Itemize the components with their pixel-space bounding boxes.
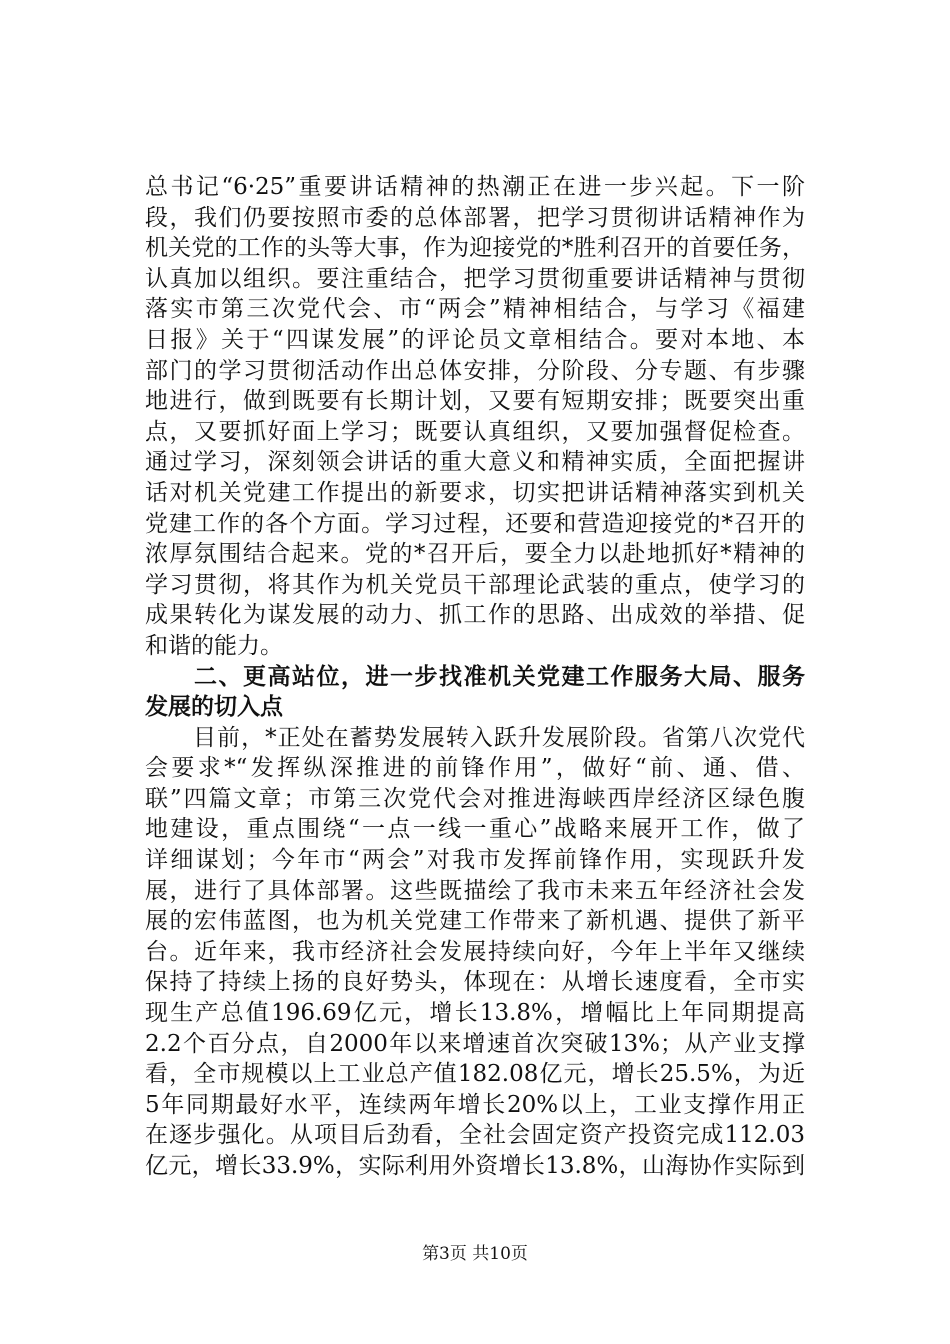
text-line: 地建设，重点围绕“一点一线一重心”战略来展开工作，做了: [145, 816, 805, 843]
text-line: 点，又要抓好面上学习；既要认真组织，又要加强督促检查。: [145, 418, 805, 445]
text-line: 总书记“6·25”重要讲话精神的热潮正在进一步兴起。下一阶: [145, 174, 805, 200]
text-line: 现生产总值196.69亿元，增长13.8%，增幅比上年同期提高: [145, 1000, 805, 1027]
text-line: 展的宏伟蓝图，也为机关党建工作带来了新机遇、提供了新平: [145, 908, 805, 935]
text-line: 目前，*正处在蓄势发展转入跃升发展阶段。省第八次党代: [145, 724, 805, 751]
text-line: 话对机关党建工作提出的新要求，切实把讲话精神落实到机关: [145, 479, 805, 506]
text-line: 展，进行了具体部署。这些既描绘了我市未来五年经济社会发: [145, 877, 805, 904]
text-line: 和谐的能力。: [145, 632, 283, 659]
text-line: 党建工作的各个方面。学习过程，还要和营造迎接党的*召开的: [145, 510, 805, 537]
text-line: 详细谋划；今年市“两会”对我市发挥前锋作用，实现跃升发: [145, 847, 805, 874]
text-line: 5年同期最好水平，连续两年增长20%以上，工业支撑作用正: [145, 1091, 805, 1118]
text-line: 成果转化为谋发展的动力、抓工作的思路、出成效的举措、促: [145, 602, 805, 629]
text-line: 日报》关于“四谋发展”的评论员文章相结合。要对本地、本: [145, 326, 805, 353]
text-line: 保持了持续上扬的良好势头，体现在：从增长速度看，全市实: [145, 969, 805, 996]
text-line: 联”四篇文章；市第三次党代会对推进海峡西岸经济区绿色腹: [145, 785, 805, 812]
body-text: [145, 172, 805, 1182]
text-line: 段，我们仍要按照市委的总体部署，把学习贯彻讲话精神作为: [145, 204, 805, 231]
text-line: 落实市第三次党代会、市“两会”精神相结合，与学习《福建: [145, 296, 805, 323]
page-number-footer: 第3页 共10页: [422, 1244, 528, 1264]
text-line: 地进行，做到既要有长期计划，又要有短期安排；既要突出重: [145, 388, 805, 415]
text-line: 学习贯彻，将其作为机关党员干部理论武装的重点，使学习的: [145, 571, 805, 598]
section-heading: 二、更高站位，进一步找准机关党建工作服务大局、服务: [145, 663, 805, 690]
text-line: 会要求*“发挥纵深推进的前锋作用”，做好“前、通、借、: [145, 755, 805, 782]
text-line: 认真加以组织。要注重结合，把学习贯彻重要讲话精神与贯彻: [145, 265, 805, 292]
text-line: 2.2个百分点，自2000年以来增速首次突破13%；从产业支撑: [145, 1030, 805, 1057]
text-line: 通过学习，深刻领会讲话的重大意义和精神实质，全面把握讲: [145, 449, 805, 476]
text-line: 浓厚氛围结合起来。党的*召开后，要全力以赴地抓好*精神的: [145, 541, 805, 568]
text-line: 台。近年来，我市经济社会发展持续向好，今年上半年又继续: [145, 938, 805, 965]
text-line: 看，全市规模以上工业总产值182.08亿元，增长25.5%，为近: [145, 1061, 805, 1088]
text-line: 在逐步强化。从项目后劲看，全社会固定资产投资完成112.03: [145, 1122, 805, 1149]
text-line: 亿元，增长33.9%，实际利用外资增长13.8%，山海协作实际到: [145, 1153, 805, 1179]
text-line: 部门的学习贯彻活动作出总体安排，分阶段、分专题、有步骤: [145, 357, 805, 384]
text-line: 机关党的工作的头等大事，作为迎接党的*胜利召开的首要任务，: [145, 235, 805, 262]
section-heading: 发展的切入点: [145, 694, 283, 721]
